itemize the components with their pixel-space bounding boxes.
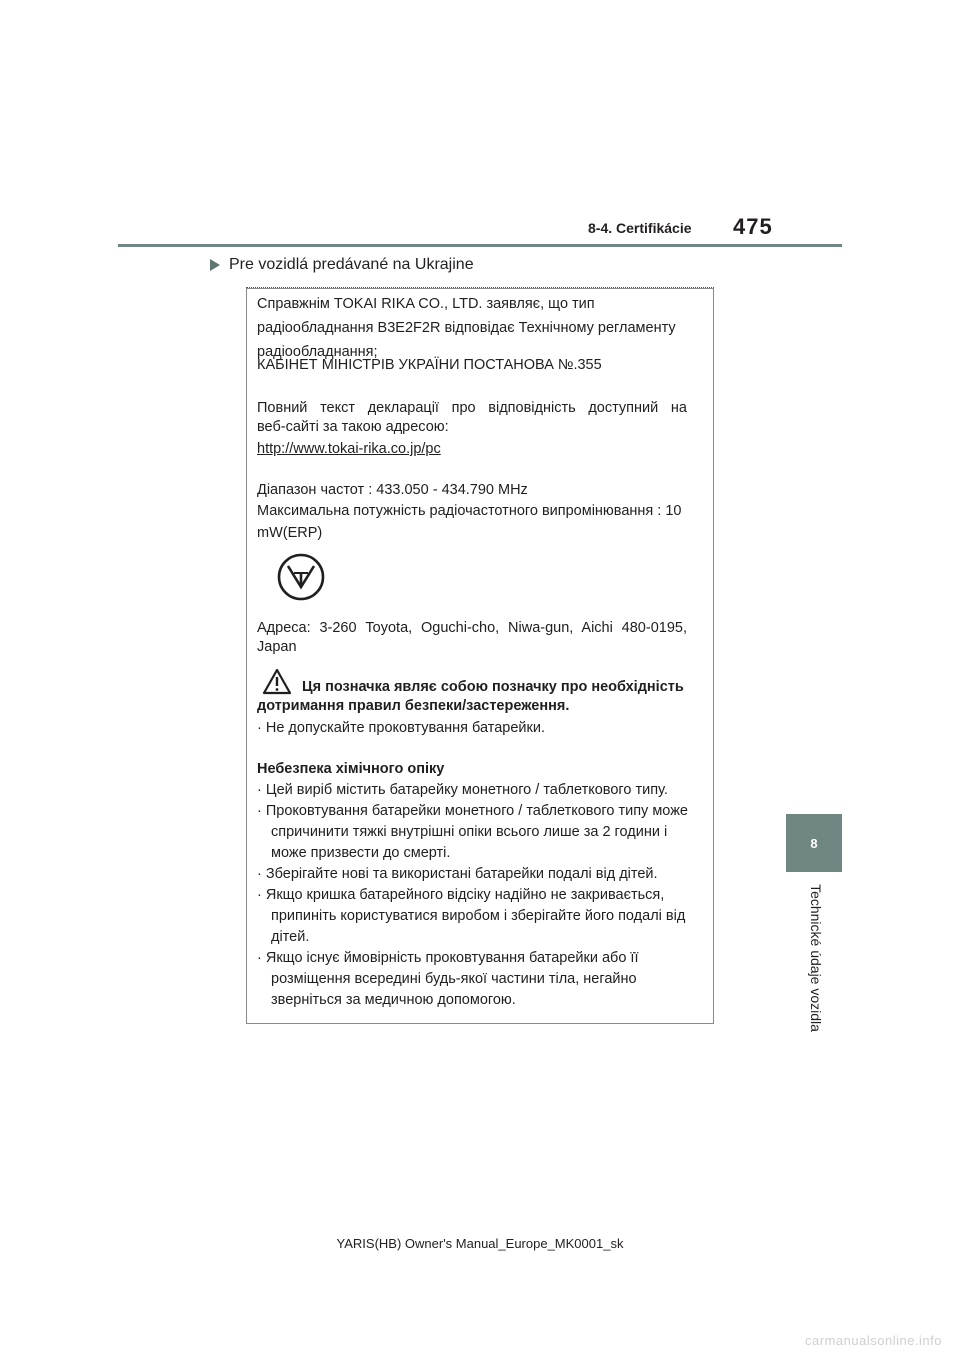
chapter-tab: 8 [786,814,842,872]
hazard-line: · Проковтування батарейки монетного / таблеткового типу може [257,803,688,819]
hazard-title: Небезпека хімічного опіку [257,761,445,777]
footer-text: YARIS(HB) Owner's Manual_Europe_MK0001_sk [336,1236,624,1251]
header-divider [118,244,842,247]
hazard-line: дітей. [271,929,310,945]
hazard-line: розміщення всередині будь-якої частини тіла, негайно [271,971,637,987]
warning-triangle-icon [262,668,292,695]
chapter-label: Technické údaje vozidla [808,884,824,1032]
frequency-line: Діапазон частот : 433.050 - 434.790 MHz [257,482,528,498]
hazard-line: · Зберігайте нові та використані батарейки подалі від дітей. [257,866,658,882]
warning-line: Ця позначка являє собою позначку про необхідність [302,679,684,695]
watermark: carmanualsonline.info [805,1333,942,1348]
page-number: 475 [733,214,773,239]
hazard-line: спричинити тяжкі внутрішні опіки всього лише за 2 години і [271,824,668,840]
cert-line: радіообладнання B3E2F2R відповідає Технічному регламенту [257,320,676,336]
hazard-line: · Якщо існує ймовірність проковтування батарейки або її [257,950,639,966]
intro-line [210,256,474,274]
section-title: 8-4. Certifikácie [588,220,692,236]
triangle-bullet-icon [210,259,220,271]
power-line: Максимальна потужність радіочастотного випромінювання : 10 [257,503,682,519]
warning-line: дотримання правил безпеки/застереження. [257,698,570,714]
ukraine-conformity-mark-icon [276,551,326,603]
intro-text: Pre vozidlá predávané na Ukrajine [229,256,474,273]
hazard-line: припиніть користуватися виробом і зберігайте його подалі від [271,908,686,924]
cert-line: КАБІНЕТ МІНІСТРІВ УКРАЇНИ ПОСТАНОВА №.355 [257,357,602,373]
cert-line: радіообладнання; [257,344,378,360]
hazard-line: зверніться за медичною допомогою. [271,992,516,1008]
declaration-line: Повний текст декларації про відповідність доступний на [257,400,687,416]
address-line: Japan [257,639,297,655]
declaration-line: веб-сайті за такою адресою: [257,419,449,435]
cert-line: Справжнім TOKAI RIKA CO., LTD. заявляє, що тип [257,296,595,312]
declaration-url[interactable]: http://www.tokai-rika.co.jp/pc [257,441,441,457]
power-line: mW(ERP) [257,525,323,541]
hazard-line: · Цей виріб містить батарейку монетного / таблеткового типу. [257,782,668,798]
address-line: Адреса: 3-260 Toyota, Oguchi-cho, Niwa-gun, Aichi 480-0195, [257,620,687,636]
swallow-note: · Не допускайте проковтування батарейки. [257,720,545,736]
hazard-line: може призвести до смерті. [271,845,451,861]
hazard-line: · Якщо кришка батарейного відсіку надійно не закривається, [257,887,665,903]
